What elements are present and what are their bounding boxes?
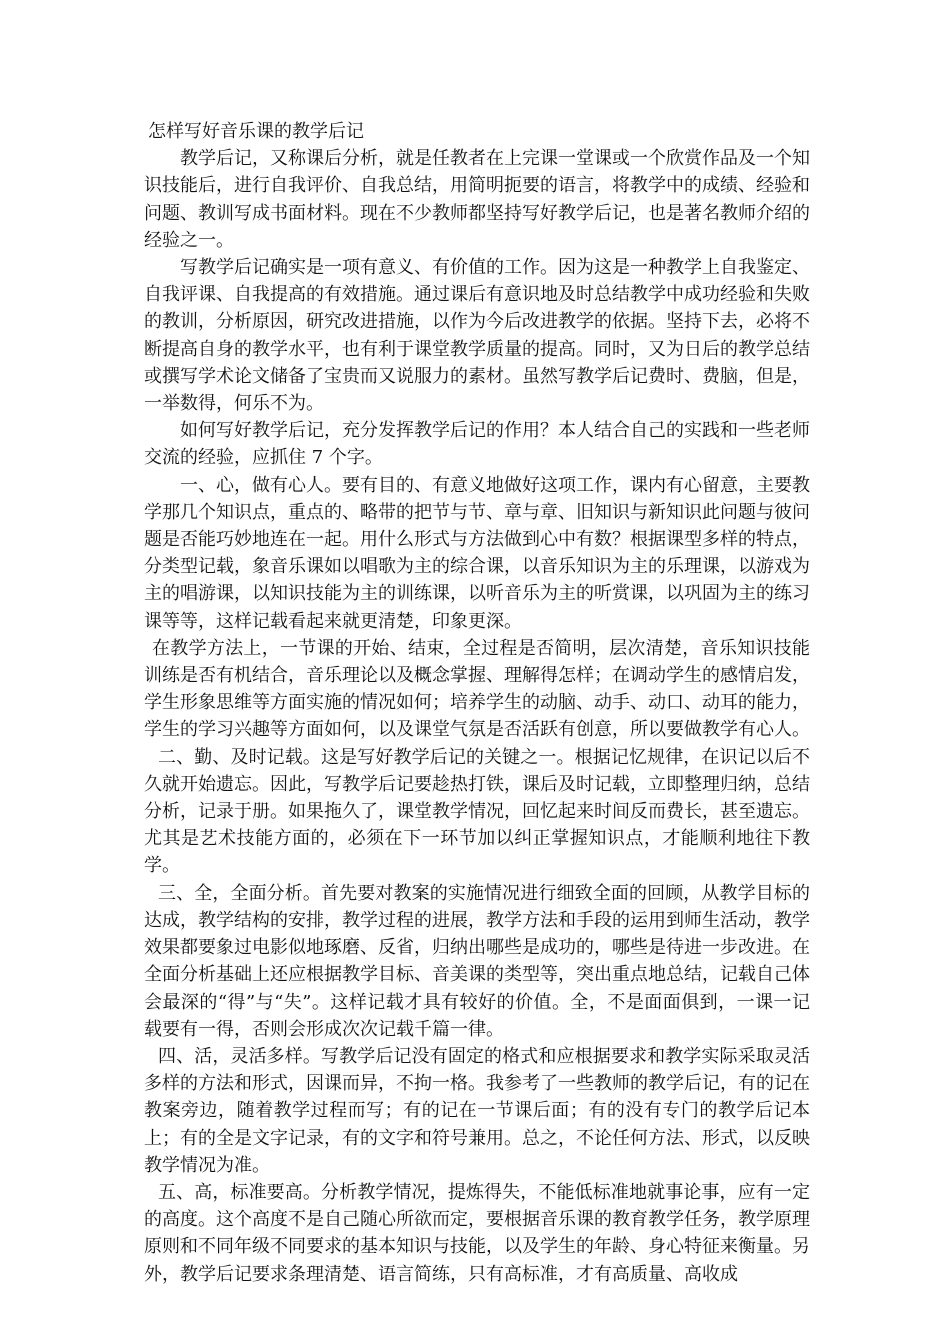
paragraph-method-intro: 如何写好教学后记，充分发挥教学后记的作用？本人结合自己的实践和一些老师交流的经验，应抓住 7 个字。 <box>144 420 810 469</box>
paragraph-point-4: 四、活，灵活多样。写教学后记没有固定的格式和应根据要求和教学实际采取灵活多样的方法和形式，因课而异，不拘一格。我参考了一些教师的教学后记，有的记在教案旁边，随着教学过程而写；有的记在一节课后面；有的没有专门的教学后记本上；有的全是文字记录，有的文字和符号兼用。总之，不论任何方法、形式，以反映教学情况为准。 <box>144 1045 810 1176</box>
document-title: 怎样写好音乐课的教学后记 <box>148 121 364 142</box>
paragraph-point-1: 一、心，做有心人。要有目的、有意义地做好这项工作，课内有心留意，主要教学那几个知识点，重点的、略带的把节与节、章与章、旧知识与新知识此问题与彼问题是否能巧妙地连在一起。用什么形式与方法做到心中有数？根据课型多样的特点，分类型记载，象音乐课如以唱歌为主的综合课，以音乐知识为主的乐理课，以游戏为主的唱游课，以知识技能为主的训练课，以听音乐为主的听赏课，以巩固为主的练习课等等，这样记载看起来就更清楚，印象更深。 <box>144 474 810 632</box>
paragraph-point-5: 五、高，标准要高。分析教学情况，提炼得失，不能低标准地就事论事，应有一定的高度。这个高度不是自己随心所欲而定，要根据音乐课的教育教学任务，教学原理原则和不同年级不同要求的基本知识与技能，以及学生的年龄、身心特征来衡量。另外，教学后记要求条理清楚、语言简练，只有高标准，才有高质量、高收成 <box>144 1181 810 1285</box>
paragraph-point-1-method: 在教学方法上，一节课的开始、结束，全过程是否简明，层次清楚，音乐知识技能训练是否有机结合，音乐理论以及概念掌握、理解得怎样；在调动学生的感情启发，学生形象思维等方面实施的情况如何；培养学生的动脑、动手、动口、动耳的能力，学生的学习兴趣等方面如何，以及课堂气氛是否活跃有创意，所以要做教学有心人。 <box>144 637 810 741</box>
paragraph-point-2: 二、勤、及时记载。这是写好教学后记的关键之一。根据记忆规律，在识记以后不久就开始遗忘。因此，写教学后记要趁热打铁，课后及时记载，立即整理归纳，总结分析，记录于册。如果拖久了，课堂教学情况，回忆起来时间反而费长，甚至遗忘。尤其是艺术技能方面的，必须在下一环节加以纠正掌握知识点，才能顺利地往下教学。 <box>144 746 810 877</box>
paragraph-value: 写教学后记确实是一项有意义、有价值的工作。因为这是一种教学上自我鉴定、自我评课、自我提高的有效措施。通过课后有意识地及时总结教学中成功经验和失败的教训，分析原因，研究改进措施，以作为今后改进教学的依据。坚持下去，必将不断提高自身的教学水平，也有利于课堂教学质量的提高。同时，又为日后的教学总结或撰写学术论文储备了宝贵而又说服力的素材。虽然写教学后记费时、费脑，但是，一举数得，何乐不为。 <box>144 257 810 415</box>
document-page <box>144 118 810 1288</box>
paragraph-definition: 教学后记，又称课后分析，就是任教者在上完课一堂课或一个欣赏作品及一个知识技能后，进行自我评价、自我总结，用简明扼要的语言，将教学中的成绩、经验和问题、教训写成书面材料。现在不少教师都坚持写好教学后记，也是著名教师介绍的经验之一。 <box>144 148 810 251</box>
paragraph-point-3: 三、全，全面分析。首先要对教案的实施情况进行细致全面的回顾，从教学目标的达成，教学结构的安排，教学过程的进展，教学方法和手段的运用到师生活动，教学效果都要象过电影似地琢磨、反省，归纳出哪些是成功的，哪些是待进一步改进。在全面分析基础上还应根据教学目标、音美课的类型等，突出重点地总结，记载自己体会最深的“得”与“失”。这样记载才具有较好的价值。全，不是面面俱到，一课一记载要有一得，否则会形成次次记载千篇一律。 <box>144 882 810 1040</box>
